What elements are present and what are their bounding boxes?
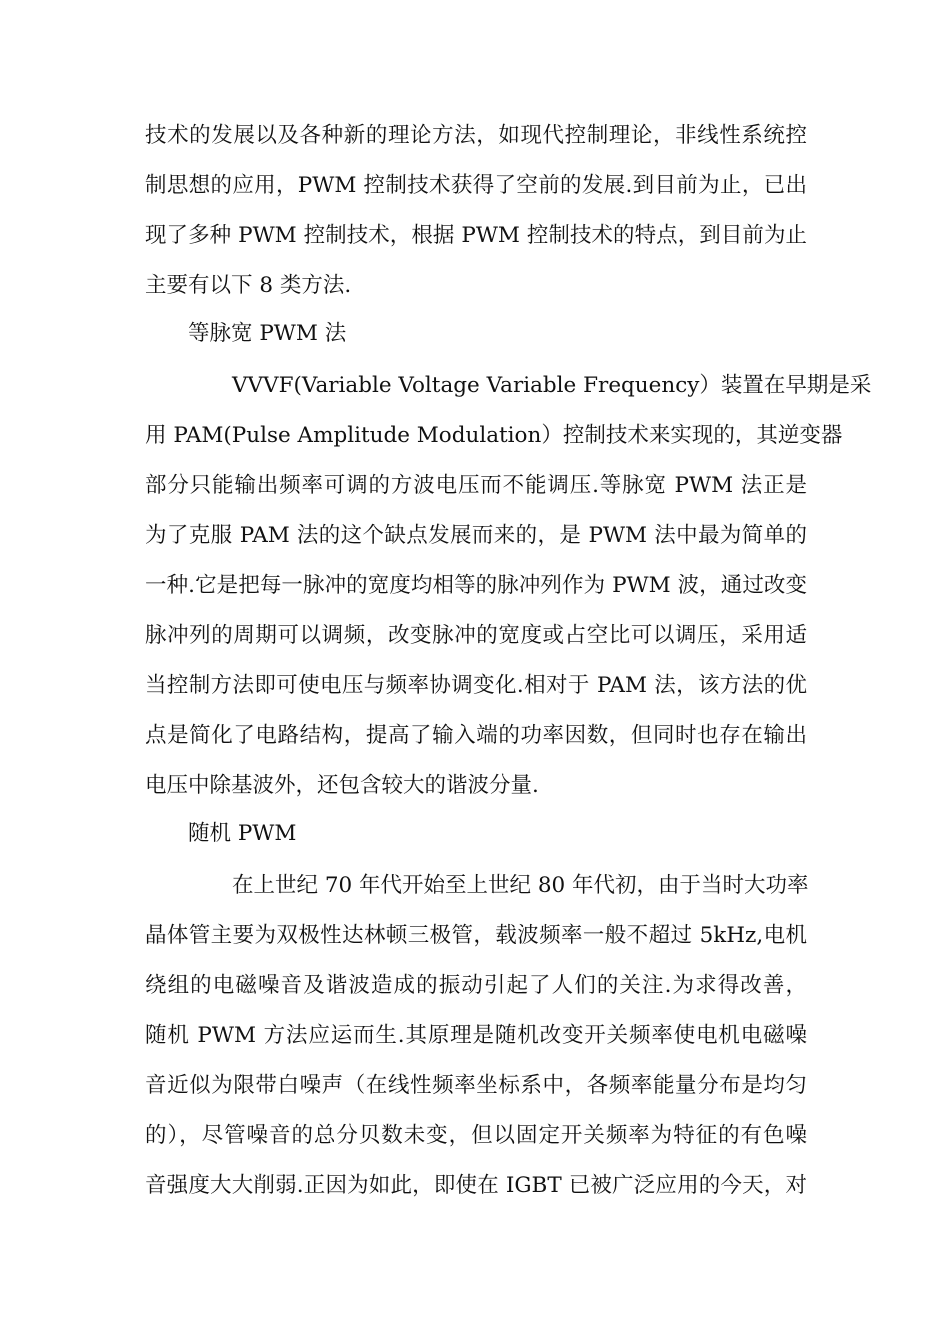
section-heading: 随机 PWM	[188, 821, 297, 846]
paragraph-line: 制思想的应用，PWM 控制技术获得了空前的发展.到目前为止，已出	[145, 173, 807, 198]
paragraph-line: 用 PAM(Pulse Amplitude Modulation）控制技术来实现的，其逆变器	[145, 423, 843, 448]
paragraph-line: 技术的发展以及各种新的理论方法，如现代控制理论，非线性系统控	[145, 123, 807, 148]
paragraph-line: 电压中除基波外，还包含较大的谐波分量.	[145, 773, 539, 798]
paragraph-line: 音强度大大削弱.正因为如此，即使在 IGBT 已被广泛应用的今天，对	[145, 1173, 807, 1198]
paragraph-line: 随机 PWM 方法应运而生.其原理是随机改变开关频率使电机电磁噪	[145, 1023, 807, 1048]
paragraph-line: 在上世纪 70 年代开始至上世纪 80 年代初，由于当时大功率	[232, 873, 809, 898]
paragraph-line: 当控制方法即可使电压与频率协调变化.相对于 PAM 法，该方法的优	[145, 673, 807, 698]
paragraph-line: VVVF(Variable Voltage Variable Frequency）装置在早期是采	[232, 373, 872, 398]
paragraph-line: 的），尽管噪音的总分贝数未变，但以固定开关频率为特征的有色噪	[145, 1123, 807, 1148]
paragraph-line: 一种.它是把每一脉冲的宽度均相等的脉冲列作为 PWM 波，通过改变	[145, 573, 807, 598]
paragraph-line: 现了多种 PWM 控制技术，根据 PWM 控制技术的特点，到目前为止	[145, 223, 807, 248]
paragraph-line: 点是简化了电路结构，提高了输入端的功率因数，但同时也存在输出	[145, 723, 807, 748]
paragraph-line: 部分只能输出频率可调的方波电压而不能调压.等脉宽 PWM 法正是	[145, 473, 807, 498]
paragraph-line: 主要有以下 8 类方法.	[145, 273, 352, 298]
paragraph-line: 脉冲列的周期可以调频，改变脉冲的宽度或占空比可以调压，采用适	[145, 623, 807, 648]
paragraph-line: 音近似为限带白噪声（在线性频率坐标系中，各频率能量分布是均匀	[145, 1073, 807, 1098]
paragraph-line: 绕组的电磁噪音及谐波造成的振动引起了人们的关注.为求得改善，	[145, 973, 807, 998]
paragraph-line: 为了克服 PAM 法的这个缺点发展而来的，是 PWM 法中最为简单的	[145, 523, 807, 548]
section-heading: 等脉宽 PWM 法	[188, 321, 347, 346]
paragraph-line: 晶体管主要为双极性达林顿三极管，载波频率一般不超过 5kHz,电机	[145, 923, 807, 948]
